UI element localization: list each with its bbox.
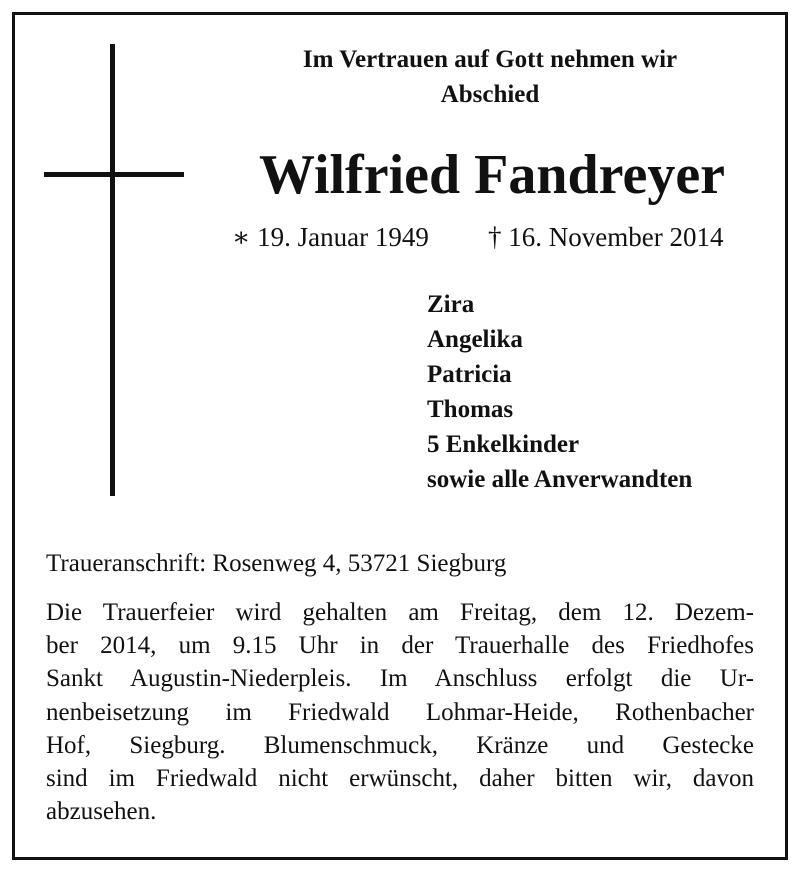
cross-icon bbox=[110, 44, 115, 496]
funeral-line: Sankt Augustin-Niederpleis. Im Anschluss erfolgt die Ur- bbox=[46, 665, 754, 693]
funeral-line: nenbeisetzung im Friedwald Lohmar-Heide, Rothenbacher bbox=[46, 698, 754, 726]
funeral-details bbox=[46, 596, 754, 828]
funeral-line: Die Trauerfeier wird gehalten am Freitag, dem 12. Dezem- bbox=[46, 599, 754, 626]
list-item: Patricia bbox=[427, 361, 512, 388]
list-item: Zira bbox=[427, 291, 475, 318]
mourning-address: Traueranschrift: Rosenweg 4, 53721 Siegburg bbox=[46, 550, 507, 577]
survivors-list bbox=[427, 287, 692, 497]
funeral-line: abzusehen. bbox=[46, 798, 157, 826]
list-item: Angelika bbox=[427, 326, 523, 353]
list-item: sowie alle Anverwandten bbox=[427, 466, 693, 493]
funeral-line: ber 2014, um 9.15 Uhr in der Trauerhalle des Friedhofes bbox=[46, 632, 754, 660]
funeral-line: sind im Friedwald nicht erwünscht, daher bitten wir, davon bbox=[46, 765, 754, 793]
death-date: † 16. November 2014 bbox=[488, 222, 724, 252]
deceased-name: Wilfried Fandreyer bbox=[258, 144, 726, 206]
birth-date: ∗ 19. Januar 1949 bbox=[232, 222, 429, 252]
motto-line-2: Abschied bbox=[440, 81, 540, 108]
motto bbox=[230, 42, 750, 112]
cross-icon-bar bbox=[44, 172, 184, 177]
funeral-line: Hof, Siegburg. Blumenschmuck, Kränze und Gestecke bbox=[46, 731, 754, 759]
list-item: 5 Enkelkinder bbox=[427, 431, 580, 458]
list-item: Thomas bbox=[427, 396, 514, 423]
motto-line-1: Im Vertrauen auf Gott nehmen wir bbox=[302, 46, 678, 73]
